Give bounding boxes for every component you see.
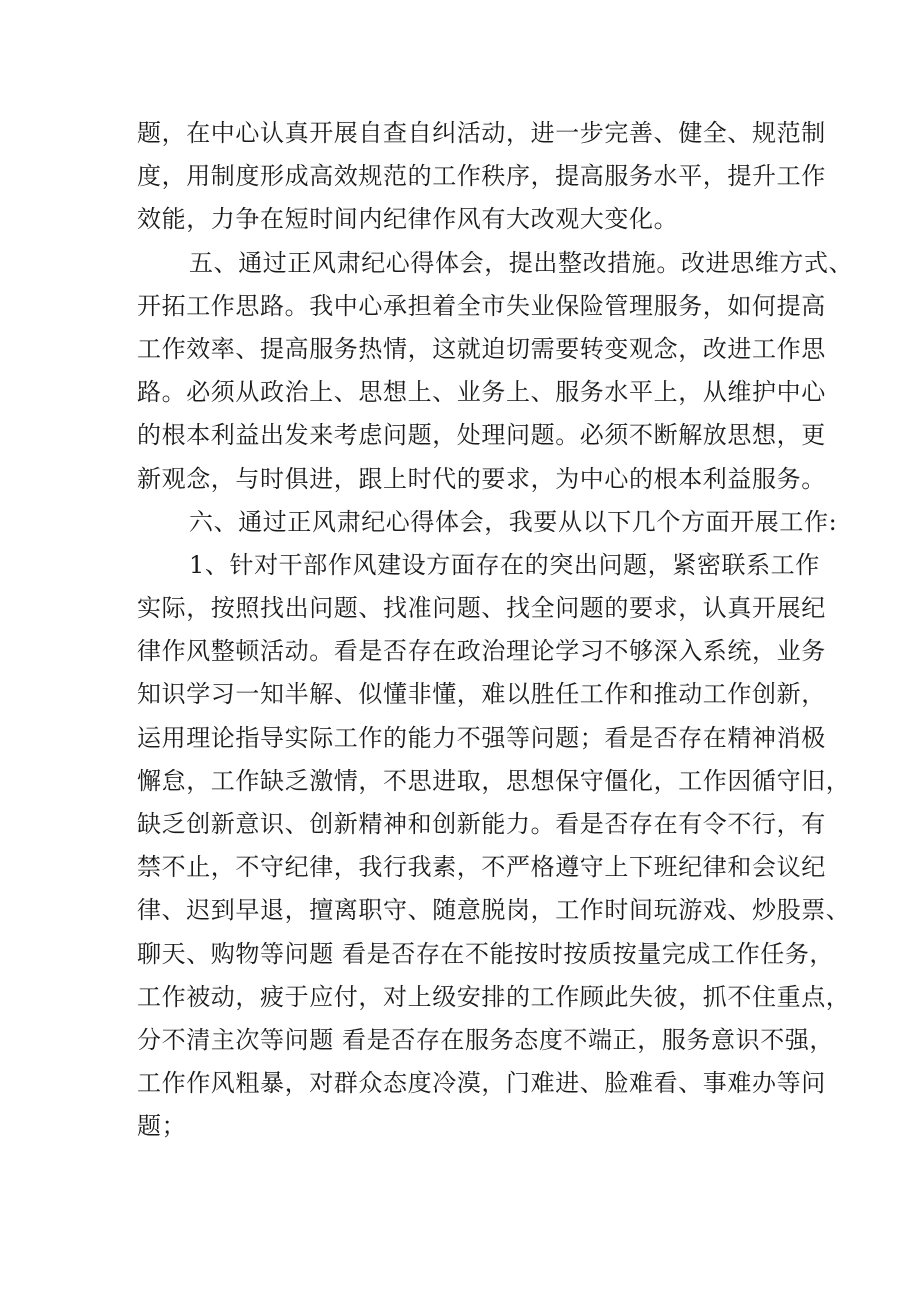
text-line: 度，用制度形成高效规范的工作秩序，提高服务水平，提升工作 [137, 162, 826, 191]
text-line: 懈怠，工作缺乏激情，不思进取，思想保守僵化，工作因循守旧， [137, 766, 851, 795]
text-line: 效能，力争在短时间内纪律作风有大改观大变化。 [137, 205, 679, 234]
text-line: 律作风整顿活动。看是否存在政治理论学习不够深入系统，业务 [137, 637, 826, 666]
text-line: 工作效率、提高服务热情，这就迫切需要转变观念，改进工作思 [137, 334, 826, 363]
text-line: 实际，按照找出问题、找准问题、找全问题的要求，认真开展纪 [137, 594, 826, 623]
text-line: 律、迟到早退，擅离职守、随意脱岗，工作时间玩游戏、炒股票、 [137, 896, 851, 925]
text-line: 知识学习一知半解、似懂非懂，难以胜任工作和推动工作创新， [137, 680, 826, 709]
text-line: 运用理论指导实际工作的能力不强等问题；看是否存在精神消极 [137, 723, 826, 752]
text-line: 的根本利益出发来考虑问题，处理问题。必须不断解放思想，更 [137, 421, 826, 450]
text-line: 开拓工作思路。我中心承担着全市失业保险管理服务，如何提高 [137, 291, 826, 320]
text-line: 路。必须从政治上、思想上、业务上、服务水平上，从维护中心 [137, 378, 826, 407]
text-line: 新观念，与时俱进，跟上时代的要求，为中心的根本利益服务。 [137, 464, 826, 493]
text-line: 题，在中心认真开展自查自纠活动，进一步完善、健全、规范制 [137, 119, 826, 147]
text-line: 五、通过正风肃纪心得体会，提出整改措施。改进思维方式、 [189, 248, 854, 277]
text-line: 1、针对干部作风建设方面存在的突出问题，紧密联系工作 [189, 550, 820, 579]
text-line: 禁不止，不守纪律，我行我素，不严格遵守上下班纪律和会议纪 [137, 853, 826, 882]
text-line: 工作作风粗暴，对群众态度冷漠，门难进、脸难看、事难办等问 [137, 1069, 826, 1098]
text-line: 分不清主次等问题 看是否存在服务态度不端正，服务意识不强， [137, 1025, 835, 1054]
text-line: 工作被动，疲于应付，对上级安排的工作顾此失彼，抓不住重点， [137, 982, 851, 1011]
text-line: 六、通过正风肃纪心得体会，我要从以下几个方面开展工作: [189, 507, 838, 536]
text-line: 题； [137, 1112, 187, 1141]
body-text [137, 112, 854, 1149]
text-line: 缺乏创新意识、创新精神和创新能力。看是否存在有令不行，有 [137, 810, 826, 838]
text-line: 聊天、购物等问题 看是否存在不能按时按质按量完成工作任务， [137, 939, 835, 968]
